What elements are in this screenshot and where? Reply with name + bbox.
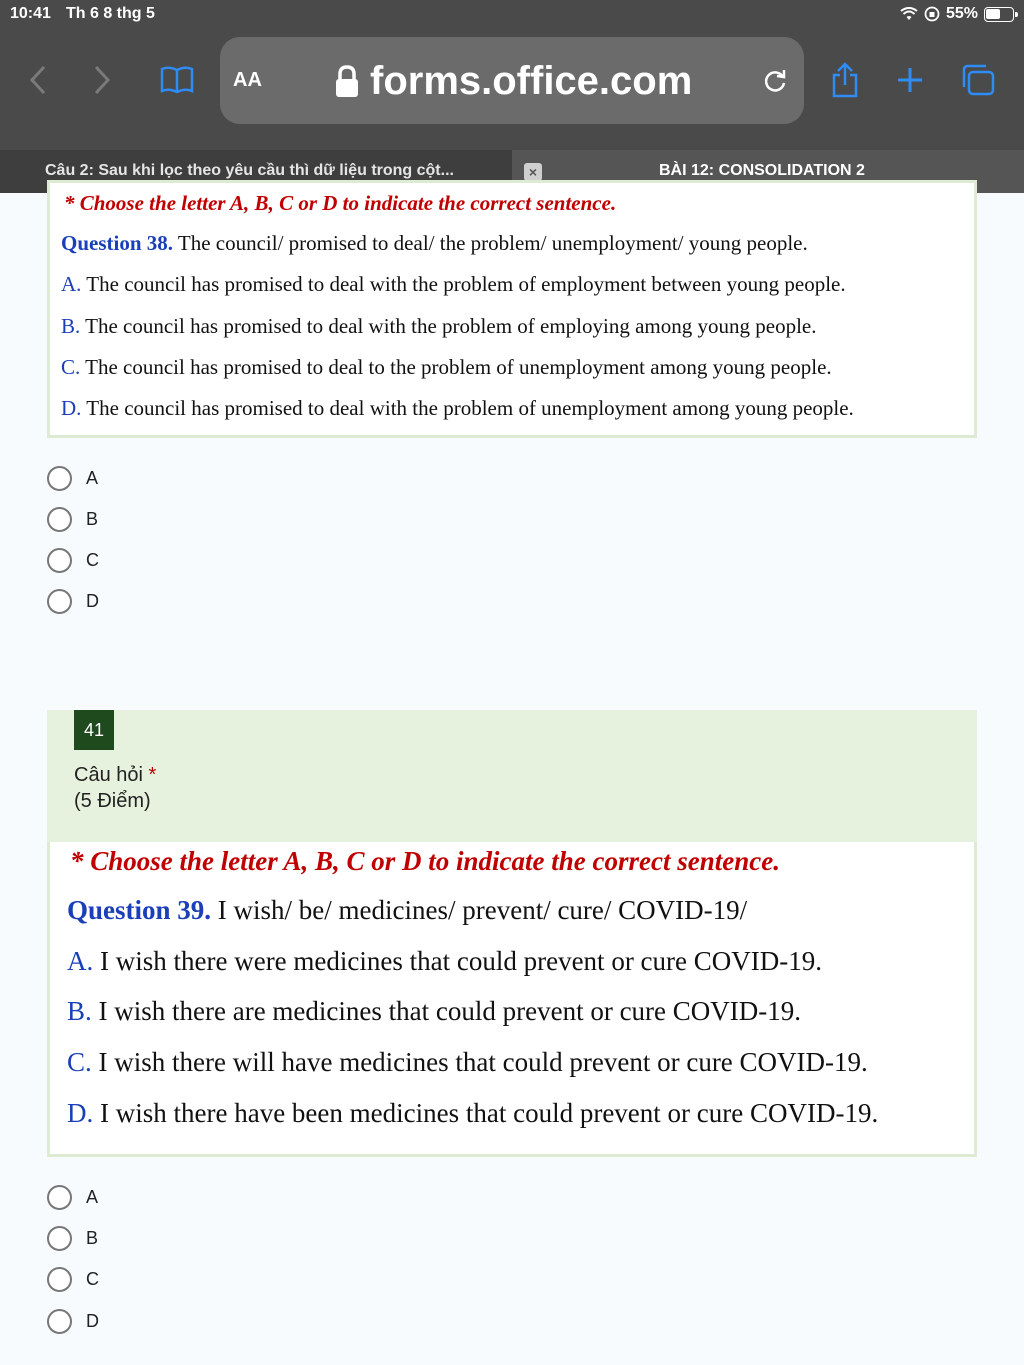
question-number-badge: 41 — [74, 710, 114, 750]
status-bar — [0, 0, 1024, 30]
tab-active[interactable]: Câu 2: Sau khi lọc theo yêu cầu thì dữ liệu trong cột... — [0, 150, 512, 193]
question-38-prompt: The council/ promised to deal/ the problem/ unemployment/ young people. — [177, 231, 808, 255]
reload-icon[interactable] — [760, 65, 790, 95]
question-41-header — [47, 710, 977, 844]
q41-choice-b[interactable] — [47, 1226, 98, 1251]
q38-choice-d[interactable] — [47, 589, 99, 614]
tabs-overview-button[interactable] — [958, 58, 998, 102]
question-38-number: Question 38. — [61, 231, 174, 255]
radio-button[interactable] — [47, 1267, 72, 1292]
option-text: I wish there have been medicines that could prevent or cure COVID-19. — [100, 1098, 879, 1128]
radio-button[interactable] — [47, 548, 72, 573]
question-39-prompt: I wish/ be/ medicines/ prevent/ cure/ COVID-19/ — [217, 895, 748, 925]
choice-label: D — [86, 591, 99, 611]
option-text: I wish there are medicines that could prevent or cure COVID-19. — [98, 996, 802, 1026]
plus-icon — [896, 66, 924, 94]
question-39-option-c — [67, 1047, 868, 1078]
q41-choice-a[interactable] — [47, 1185, 98, 1210]
battery-percent: 55% — [945, 5, 978, 22]
wifi-icon — [900, 7, 918, 21]
close-tab-icon[interactable]: × — [524, 163, 542, 181]
browser-chrome — [0, 0, 1024, 150]
question-38-option-b — [61, 314, 816, 339]
required-mark: * — [148, 764, 157, 786]
option-letter: A. — [61, 272, 82, 296]
option-letter: B. — [61, 314, 81, 338]
option-letter: C. — [67, 1047, 92, 1077]
choice-label: D — [86, 1311, 99, 1331]
question-38-option-a — [61, 272, 846, 297]
chevron-left-icon — [28, 65, 48, 95]
option-text: I wish there were medicines that could prevent or cure COVID-19. — [100, 946, 822, 976]
choice-label: C — [86, 1269, 99, 1289]
question-39-number: Question 39. — [67, 895, 212, 925]
choice-label: A — [86, 1187, 99, 1207]
radio-button[interactable] — [47, 1226, 72, 1251]
tab-consolidation[interactable]: BÀI 12: CONSOLIDATION 2 — [659, 162, 865, 179]
radio-button[interactable] — [47, 507, 72, 532]
q38-choice-b[interactable] — [47, 507, 98, 532]
option-letter: D. — [61, 396, 82, 420]
reader-settings-button[interactable]: AA — [233, 69, 262, 91]
question-39-option-a — [67, 946, 822, 977]
question-title — [74, 764, 156, 787]
bookmarks-button[interactable] — [157, 58, 197, 102]
option-text: The council has promised to deal with the problem of unemployment among young people. — [86, 396, 854, 420]
back-button[interactable] — [18, 58, 58, 102]
radio-button[interactable] — [47, 466, 72, 491]
question-39-prompt-line — [67, 895, 747, 926]
option-text: I wish there will have medicines that could prevent or cure COVID-19. — [98, 1047, 868, 1077]
question-38-option-c — [61, 355, 832, 380]
chevron-right-icon — [92, 65, 112, 95]
choice-label: C — [86, 550, 99, 570]
question-38-instruction: * Choose the letter A, B, C or D to indicate the correct sentence. — [64, 191, 617, 215]
q41-choice-c[interactable] — [47, 1267, 99, 1292]
question-39-option-d — [67, 1098, 878, 1129]
radio-button[interactable] — [47, 1309, 72, 1334]
choice-label: A — [86, 468, 99, 488]
option-text: The council has promised to deal with the problem of employing among young people. — [85, 314, 817, 338]
status-date: Th 6 8 thg 5 — [66, 5, 155, 22]
book-icon — [160, 66, 194, 94]
option-text: The council has promised to deal with the problem of employment between young people. — [86, 272, 846, 296]
choice-label: B — [86, 509, 99, 529]
radio-button[interactable] — [47, 1185, 72, 1210]
q38-choice-c[interactable] — [47, 548, 99, 573]
status-time: 10:41 — [10, 5, 51, 22]
question-39-instruction: * Choose the letter A, B, C or D to indicate the correct sentence. — [70, 846, 780, 876]
question-38-option-d — [61, 396, 854, 421]
option-letter: C. — [61, 355, 81, 379]
address-bar[interactable] — [220, 37, 804, 124]
radio-button[interactable] — [47, 589, 72, 614]
question-39-image — [47, 842, 977, 1157]
question-points: (5 Điểm) — [74, 790, 151, 812]
lock-icon — [334, 65, 360, 99]
option-letter: A. — [67, 946, 94, 976]
share-icon — [830, 62, 860, 98]
orientation-lock-icon — [924, 6, 940, 22]
tabs-icon — [960, 63, 996, 97]
option-text: The council has promised to deal to the problem of unemployment among young people. — [85, 355, 832, 379]
url-text: forms.office.com — [370, 59, 693, 103]
q41-choice-d[interactable] — [47, 1309, 99, 1334]
share-button[interactable] — [825, 58, 865, 102]
option-letter: B. — [67, 996, 92, 1026]
question-38-image — [47, 180, 977, 438]
question-38-prompt-line — [61, 231, 808, 256]
option-letter: D. — [67, 1098, 94, 1128]
q38-choice-a[interactable] — [47, 466, 98, 491]
question-title-text: Câu hỏi — [74, 764, 143, 786]
question-39-option-b — [67, 996, 801, 1027]
battery-icon — [984, 7, 1014, 22]
choice-label: B — [86, 1228, 99, 1248]
status-right — [900, 5, 1014, 23]
forward-button[interactable] — [82, 58, 122, 102]
new-tab-button[interactable] — [890, 58, 930, 102]
